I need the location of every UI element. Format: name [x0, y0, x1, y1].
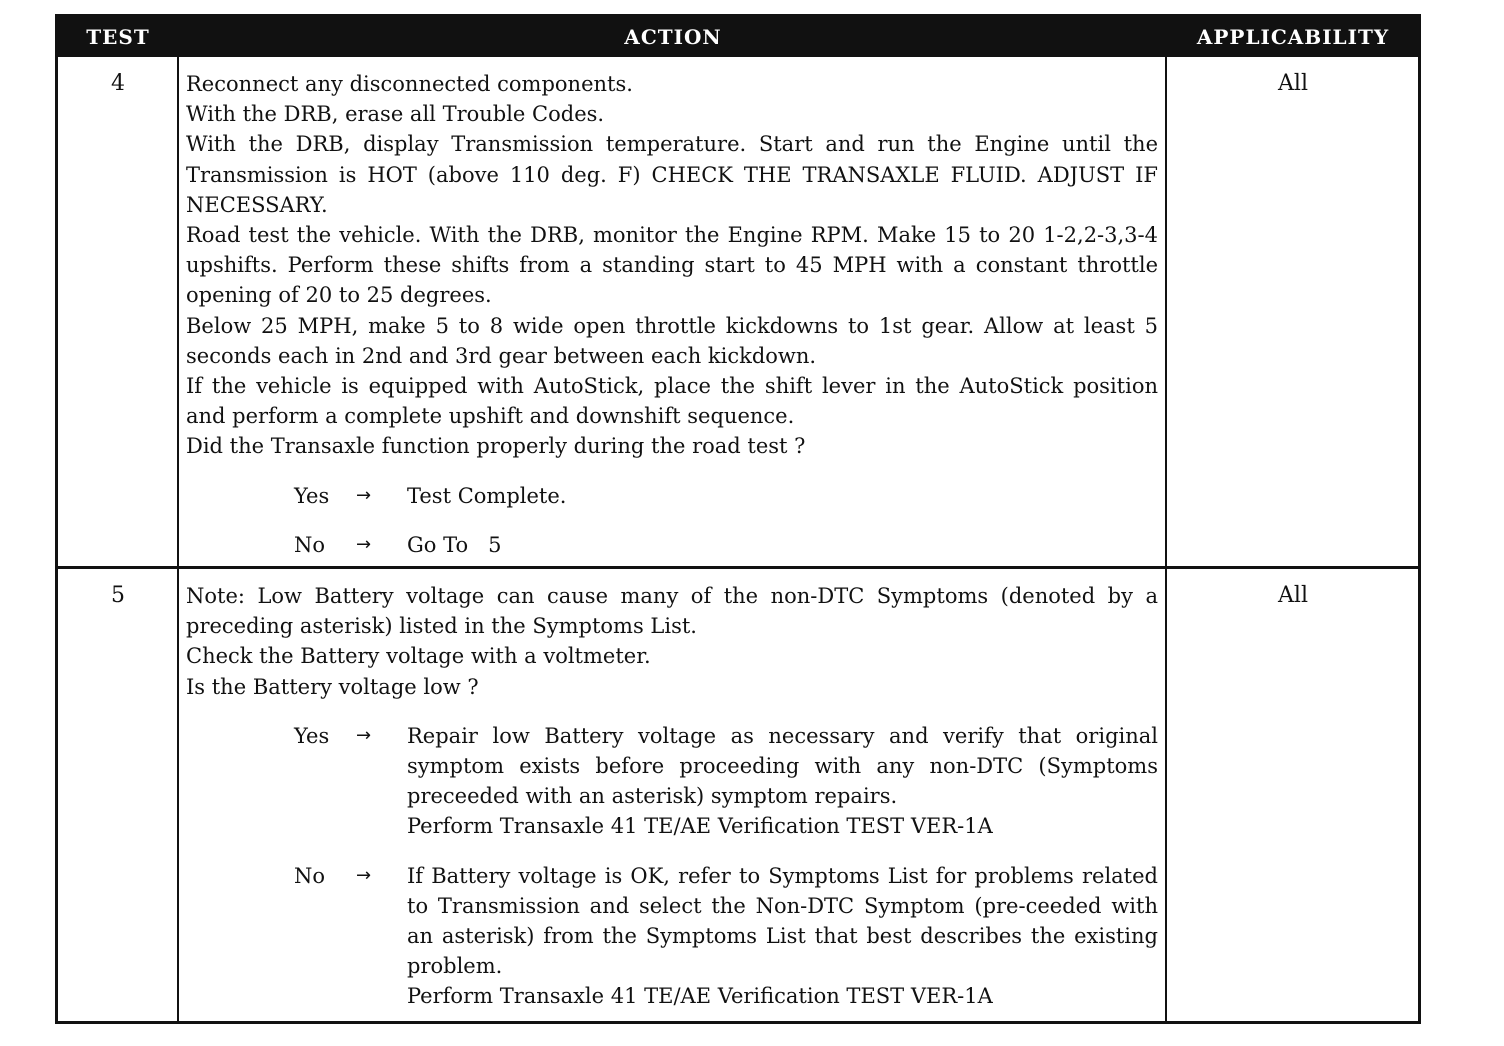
- action-cell: [186, 69, 1158, 560]
- outcome-no-label: No: [294, 863, 326, 888]
- action-step: With the DRB, erase all Trouble Codes.: [186, 102, 605, 127]
- outcome-yes-text: Test Complete.: [407, 483, 567, 508]
- outcome-no: [186, 861, 1158, 1012]
- action-step: If the vehicle is equipped with AutoStick, place the shift lever in the AutoStick position and perform a complete upshift and downshift sequence.: [186, 374, 1158, 429]
- action-step: Check the Battery voltage with a voltmeter.: [186, 644, 651, 669]
- action-step: Below 25 MPH, make 5 to 8 wide open throttle kickdowns to 1st gear. Allow at least 5 seconds each in 2nd and 3rd gear between each kickdown.: [186, 313, 1158, 368]
- outcome-no-label: No: [294, 532, 326, 557]
- action-cell: [186, 581, 1158, 1012]
- header-action: ACTION: [624, 25, 722, 49]
- action-question: Is the Battery voltage low ?: [186, 674, 479, 699]
- diagnostic-test-table: [55, 14, 1421, 1024]
- outcome-yes-result: [407, 481, 1158, 511]
- outcome-no-result: [407, 861, 1158, 1012]
- outcome-no-verification: Perform Transaxle 41 TE/AE Verification TEST VER-1A: [407, 984, 993, 1009]
- table-row-test-4: [58, 57, 1418, 566]
- outcome-no-result: [407, 530, 1158, 560]
- outcome-yes: [186, 721, 1158, 842]
- outcome-no: [186, 530, 1158, 560]
- outcome-no-text: Go To 5: [407, 532, 502, 557]
- outcome-yes-verification: Perform Transaxle 41 TE/AE Verification TEST VER-1A: [407, 814, 993, 839]
- outcome-yes-label: Yes: [294, 723, 330, 748]
- test-number: 4: [111, 71, 125, 96]
- header-test: TEST: [86, 25, 150, 49]
- action-note: Note: Low Battery voltage can cause many of the non-DTC Symptoms (denoted by a preceding asterisk) listed in the Symptoms List.: [186, 584, 1158, 639]
- right-arrow-icon: →: [356, 533, 372, 555]
- outcome-no-text: If Battery voltage is OK, refer to Symptoms List for problems related to Transmission and select the Non-DTC Symptom (pre-ceeded with an asterisk) from the Symptoms List that best describes the existing problem.: [407, 863, 1158, 979]
- action-step: With the DRB, display Transmission temperature. Start and run the Engine until the Transmission is HOT (above 110 deg. F) CHECK THE TRANSAXLE FLUID. ADJUST IF NECESSARY.: [186, 132, 1158, 217]
- right-arrow-icon: →: [356, 864, 372, 886]
- right-arrow-icon: →: [356, 484, 372, 506]
- action-question: Did the Transaxle function properly during the road test ?: [186, 434, 806, 459]
- action-step: Road test the vehicle. With the DRB, monitor the Engine RPM. Make 15 to 20 1-2,2-3,3-4 upshifts. Perform these shifts from a standing start to 45 MPH with a constant throttle opening of 20 to 25 degrees.: [186, 223, 1158, 308]
- table-header: [58, 17, 1418, 57]
- applicability-value: All: [1278, 583, 1308, 608]
- header-applicability: APPLICABILITY: [1196, 25, 1390, 49]
- outcome-yes: [186, 481, 1158, 511]
- action-step: Reconnect any disconnected components.: [186, 72, 633, 96]
- right-arrow-icon: →: [356, 724, 372, 746]
- table-row-test-5: [58, 569, 1418, 1021]
- outcome-yes-label: Yes: [294, 483, 330, 508]
- outcome-yes-result: [407, 721, 1158, 842]
- outcome-yes-text: Repair low Battery voltage as necessary and verify that original symptom exists before proceeding with any non-DTC (Symptoms preceeded with an asterisk) symptom repairs.: [407, 723, 1158, 809]
- applicability-value: All: [1278, 71, 1308, 96]
- test-number: 5: [111, 583, 125, 608]
